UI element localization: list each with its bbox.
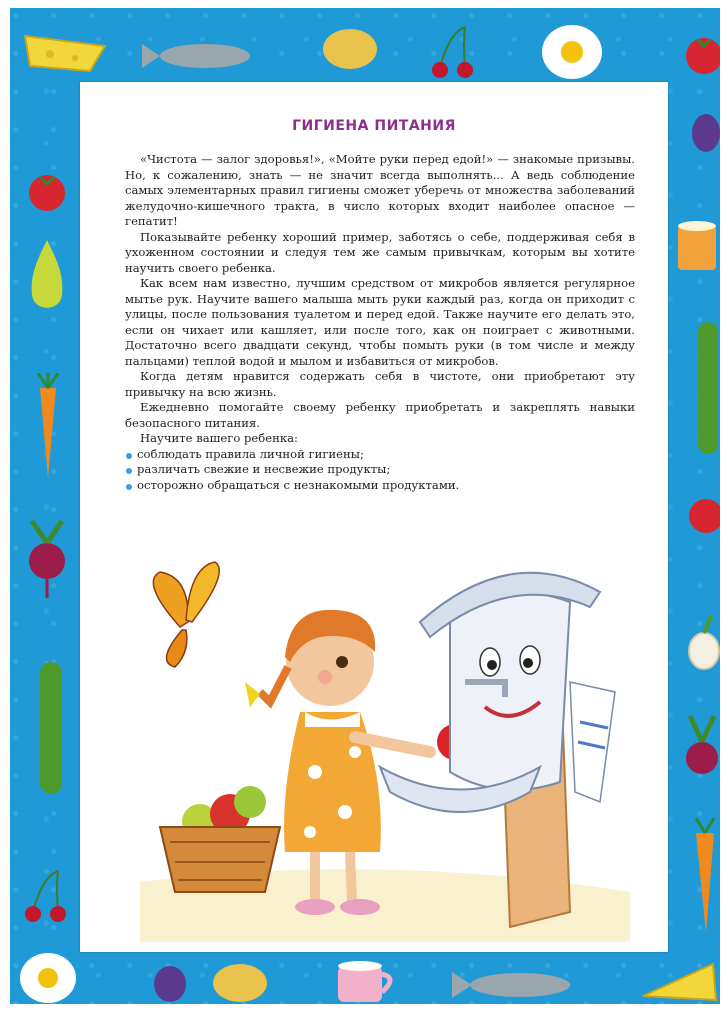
- carrot-icon: [690, 818, 720, 938]
- paragraph: Как всем нам известно, лучшим средством от микробов является регулярное мытье рук. Научите вашего малыша мыть руки каждый раз, когда он приходит с улицы, после пользования туалетом и перед едой. Также научите его делать это, если он чихает или кашляет, или после того, как он поиграет с животными. Достаточно всего двадцати секунд, чтобы помыть руки (в том числе и между пальцами) теплой водой и мылом и избавиться от микробов.: [125, 276, 635, 368]
- beet-icon: [20, 516, 75, 601]
- butterfly-icon: [153, 562, 219, 667]
- content-page: [80, 82, 668, 952]
- bullet-list: [125, 447, 635, 494]
- egg-icon: [540, 22, 605, 82]
- beet-icon: [678, 708, 720, 798]
- paragraph: «Чистота — залог здоровья!», «Мойте руки перед едой!» — знакомые призывы. Но, к сожалению, знать — не значит всегда выполнять... А ведь соблюдение самых элементарных правил гигиены сможет уберечь от множества заболеваний желудочно-кишечного тракта, в число которых входит наиболее опасное — гепатит!: [125, 152, 635, 228]
- potato-icon: [210, 958, 270, 1004]
- cup-icon: [674, 216, 720, 276]
- page-title: ГИГИЕНА ПИТАНИЯ: [292, 118, 456, 134]
- carrot-icon: [28, 373, 68, 483]
- onion-icon: [682, 613, 720, 673]
- cucumber-icon: [694, 318, 720, 458]
- plum-icon: [150, 960, 190, 1004]
- potato-icon: [320, 24, 380, 74]
- egg-icon: [18, 948, 78, 1004]
- illustration-girl-washbasin: [120, 552, 640, 942]
- list-item: различать свежие и несвежие продукты;: [125, 462, 635, 478]
- tomato-icon: [682, 28, 720, 78]
- cheese-icon: [20, 26, 110, 76]
- paragraph: Ежедневно помогайте своему ребенку приобретать и закреплять навыки безопасного питания.: [125, 400, 635, 430]
- fish-icon: [450, 966, 580, 1004]
- fish-icon: [140, 36, 260, 76]
- cherries-icon: [18, 866, 73, 926]
- paragraph: Показывайте ребенку хороший пример, заботясь о себе, поддерживая себя в ухоженном состоянии и следуя тем же самым привычкам, которым вы хотите научить своего ребенка.: [125, 229, 635, 275]
- list-item: соблюдать правила личной гигиены;: [125, 447, 635, 463]
- cheese-icon: [638, 956, 720, 1004]
- plum-icon: [686, 108, 720, 158]
- cherries-icon: [425, 22, 480, 82]
- fruit-basket: [160, 786, 280, 892]
- paragraph: Когда детям нравится содержать себя в чистоте, они приобретают эту привычку на всю жизнь.: [125, 369, 635, 399]
- tomato-icon: [684, 488, 720, 538]
- pear-icon: [22, 230, 72, 320]
- tomato-icon: [22, 168, 72, 213]
- article-text: [125, 152, 635, 493]
- cup-icon: [332, 956, 402, 1004]
- paragraph: Научите вашего ребенка:: [140, 431, 298, 445]
- cucumber-icon: [34, 658, 68, 798]
- list-item: осторожно обращаться с незнакомыми продуктами.: [125, 478, 635, 494]
